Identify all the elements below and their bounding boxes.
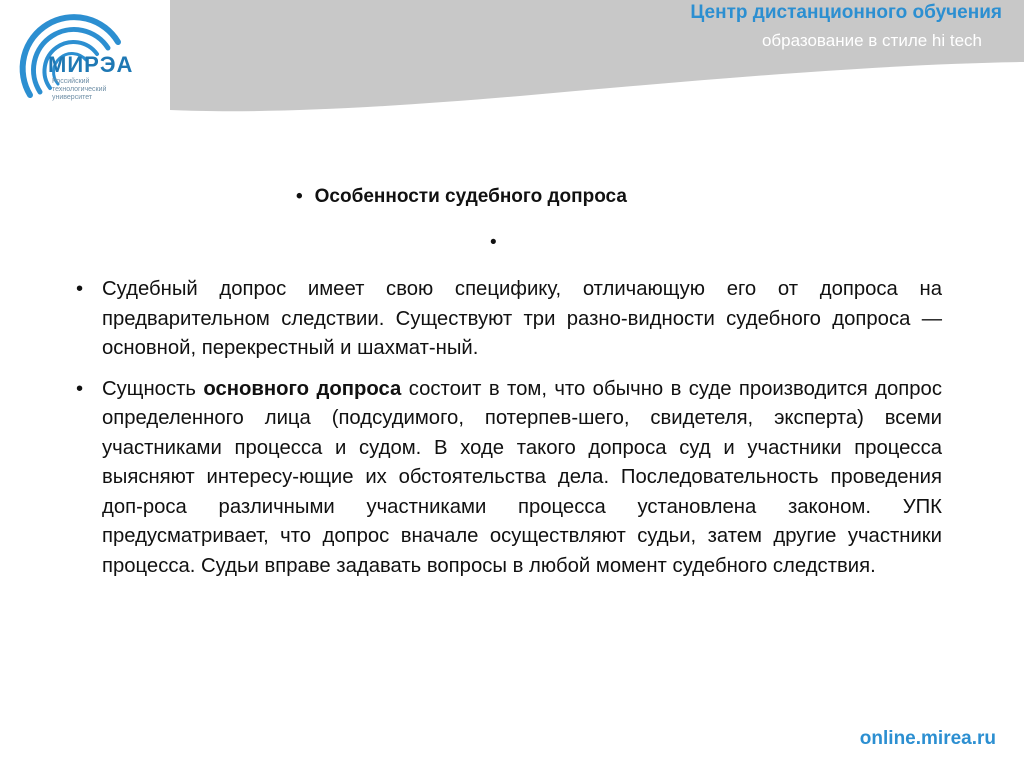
center-title: Центр дистанционного обучения bbox=[690, 2, 1002, 23]
paragraph-2-text-start: Сущность bbox=[102, 377, 204, 400]
slide-heading-text: Особенности судебного допроса bbox=[314, 186, 627, 207]
paragraph-2 bbox=[76, 375, 942, 582]
paragraph-1 bbox=[76, 275, 942, 364]
center-subtitle: образование в стиле hi tech bbox=[761, 31, 982, 50]
slide-content bbox=[76, 275, 942, 592]
logo-subtext: Российский технологический университет bbox=[52, 78, 107, 101]
bullet: • bbox=[296, 186, 303, 207]
bullet: • bbox=[76, 278, 84, 300]
bullet: • bbox=[76, 377, 84, 400]
mirea-logo bbox=[0, 0, 175, 118]
paragraph-1-text: Судебный допрос имеет свою специфику, отличающую его от допроса на предварительном следствии. Существуют три разно-видности судебного допроса — основной, перекрестный и шахмат-ный. bbox=[102, 278, 942, 359]
slide-heading bbox=[296, 186, 627, 208]
paragraph-2-text-end: состоит в том, что обычно в суде производится допрос определенного лица (подсудимого, потерпев-шего, свидетеля, эксперта) всеми участниками процесса и судом. В ходе такого допроса суд и участники процесса выясняют интересу-ющие их обстоятельства дела. Последовательность проведения доп-роса различными участниками процесса установлена законом. УПК предусматривает, что допрос вначале осуществляют судьи, затем другие участники процесса. Судьи вправе задавать вопросы в любой момент судебного следствия. bbox=[102, 377, 942, 577]
empty-bullet: • bbox=[490, 232, 497, 253]
footer-website-link[interactable]: online.mirea.ru bbox=[859, 728, 996, 749]
paragraph-2-bold-term: основного допроса bbox=[203, 377, 402, 400]
logo-text: МИРЭА bbox=[48, 52, 134, 77]
